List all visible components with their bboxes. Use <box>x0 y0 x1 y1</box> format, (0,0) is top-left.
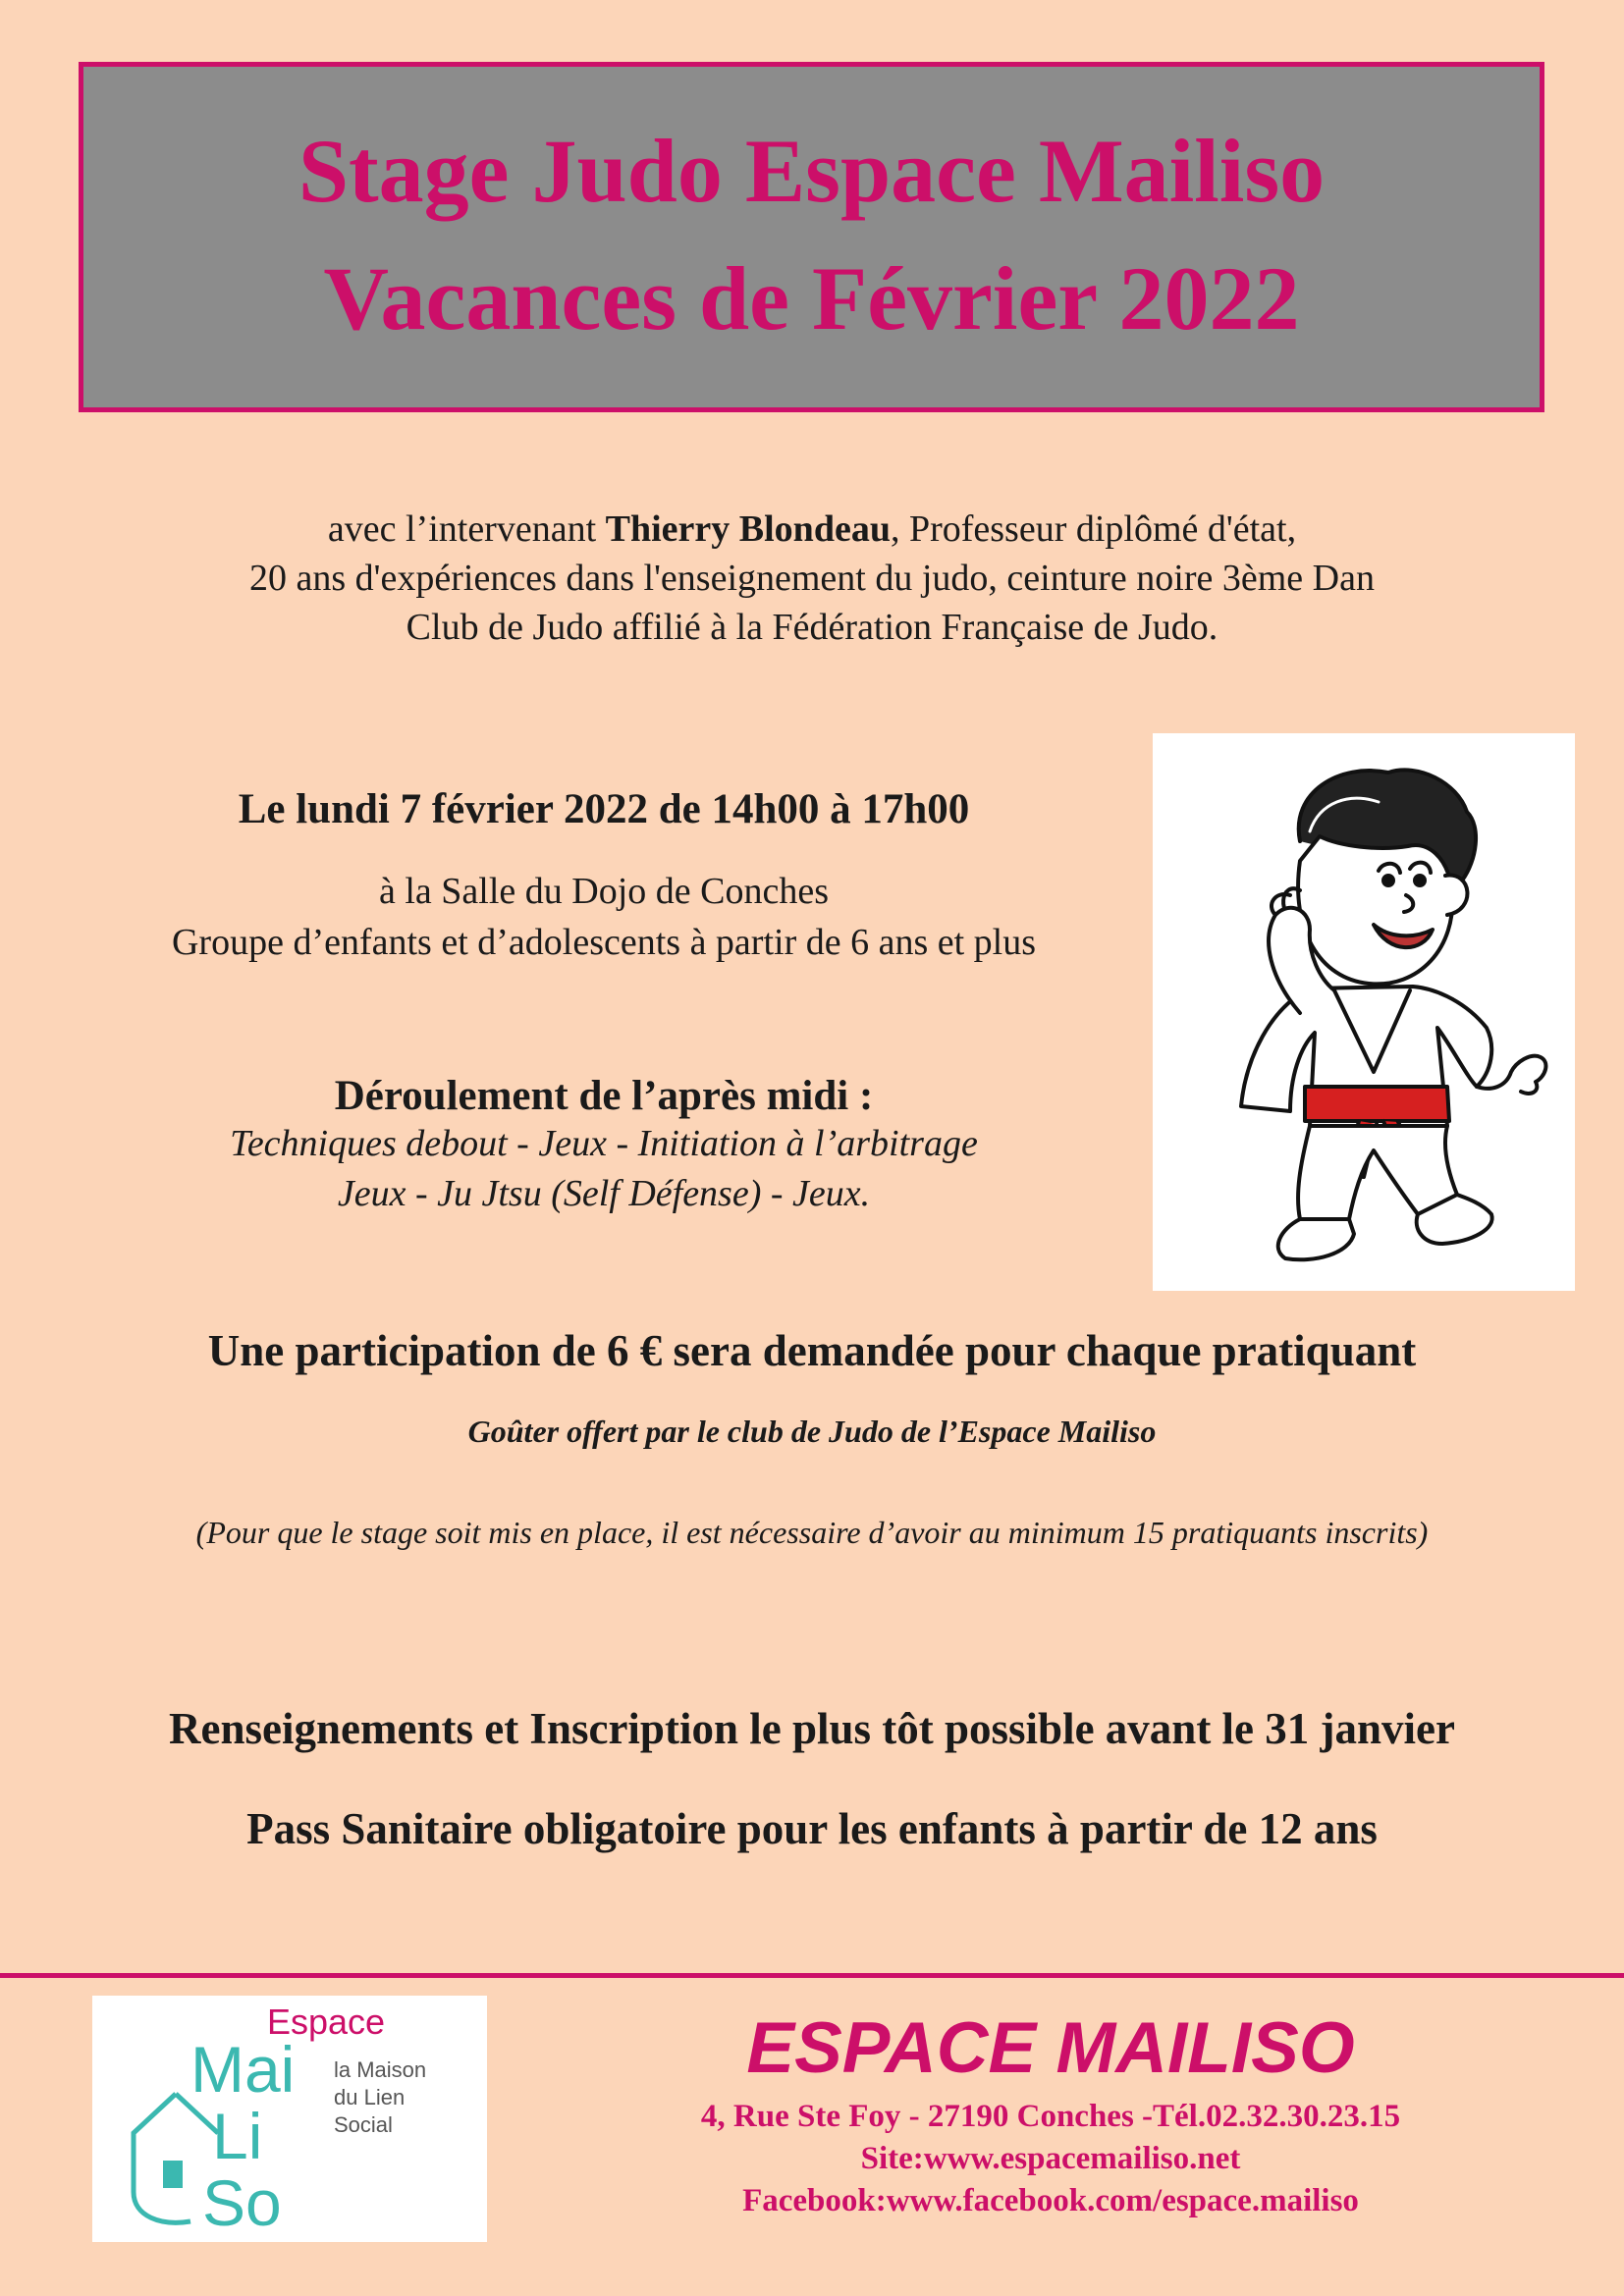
title-line-2: Vacances de Février 2022 <box>323 248 1300 348</box>
intro-line-1 <box>0 505 1624 554</box>
minimum-participants-note: (Pour que le stage soit mis en place, il est nécessaire d’avoir au minimum 15 pratiquants inscrits) <box>195 1515 1429 1550</box>
house-icon <box>122 2074 230 2231</box>
logo-tagline-2: du Lien <box>334 2085 406 2109</box>
instructor-name: Thierry Blondeau <box>605 508 891 550</box>
health-pass-info: Pass Sanitaire obligatoire pour les enfants à partir de 12 ans <box>246 1804 1378 1853</box>
footer-organization-name: ESPACE MAILISO <box>746 2008 1355 2088</box>
intro-block <box>0 505 1624 652</box>
intro-line-1-suffix: , Professeur diplômé d'état, <box>890 508 1297 550</box>
intro-line-3: Club de Judo affilié à la Fédération Française de Judo. <box>406 607 1218 648</box>
footer-address: 4, Rue Ste Foy - 27190 Conches -Tél.02.32.30.23.15 <box>700 2099 1401 2134</box>
logo-mai: Mai <box>190 2033 296 2106</box>
footer-website: Site:www.espacemailiso.net <box>860 2141 1241 2176</box>
logo-li: Li <box>212 2100 263 2172</box>
logo-tagline <box>334 2056 426 2139</box>
logo-espace: Espace <box>267 2002 386 2042</box>
judoka-icon <box>1153 733 1575 1291</box>
event-date: Le lundi 7 février 2022 de 14h00 à 17h00 <box>238 786 970 832</box>
intro-line-2: 20 ans d'expériences dans l'enseignement du judo, ceinture noire 3ème Dan <box>249 558 1375 599</box>
participation-fee: Une participation de 6 € sera demandée pour chaque pratiquant <box>207 1326 1417 1375</box>
title-line-1: Stage Judo Espace Mailiso <box>298 121 1326 221</box>
event-group: Groupe d’enfants et d’adolescents à partir de 6 ans et plus <box>171 922 1037 963</box>
logo-tagline-1: la Maison <box>334 2057 427 2082</box>
program-heading: Déroulement de l’après midi : <box>334 1073 874 1119</box>
title-box <box>79 62 1544 412</box>
judoka-illustration <box>1153 733 1575 1291</box>
event-place: à la Salle du Dojo de Conches <box>378 871 829 912</box>
program-line-1: Techniques debout - Jeux - Initiation à l’arbitrage <box>230 1123 978 1164</box>
intro-line-1-prefix: avec l’intervenant <box>327 508 606 550</box>
espace-mailiso-logo <box>92 1996 487 2242</box>
logo-so: So <box>202 2166 282 2239</box>
registration-info: Renseignements et Inscription le plus tôt possible avant le 31 janvier <box>169 1704 1455 1753</box>
logo-tagline-3: Social <box>334 2112 393 2137</box>
footer-divider <box>0 1973 1624 1978</box>
snack-note: Goûter offert par le club de Judo de l’Espace Mailiso <box>467 1414 1157 1449</box>
footer-facebook: Facebook:www.facebook.com/espace.mailiso <box>742 2183 1359 2218</box>
program-line-2: Jeux - Ju Jtsu (Self Défense) - Jeux. <box>337 1173 871 1214</box>
